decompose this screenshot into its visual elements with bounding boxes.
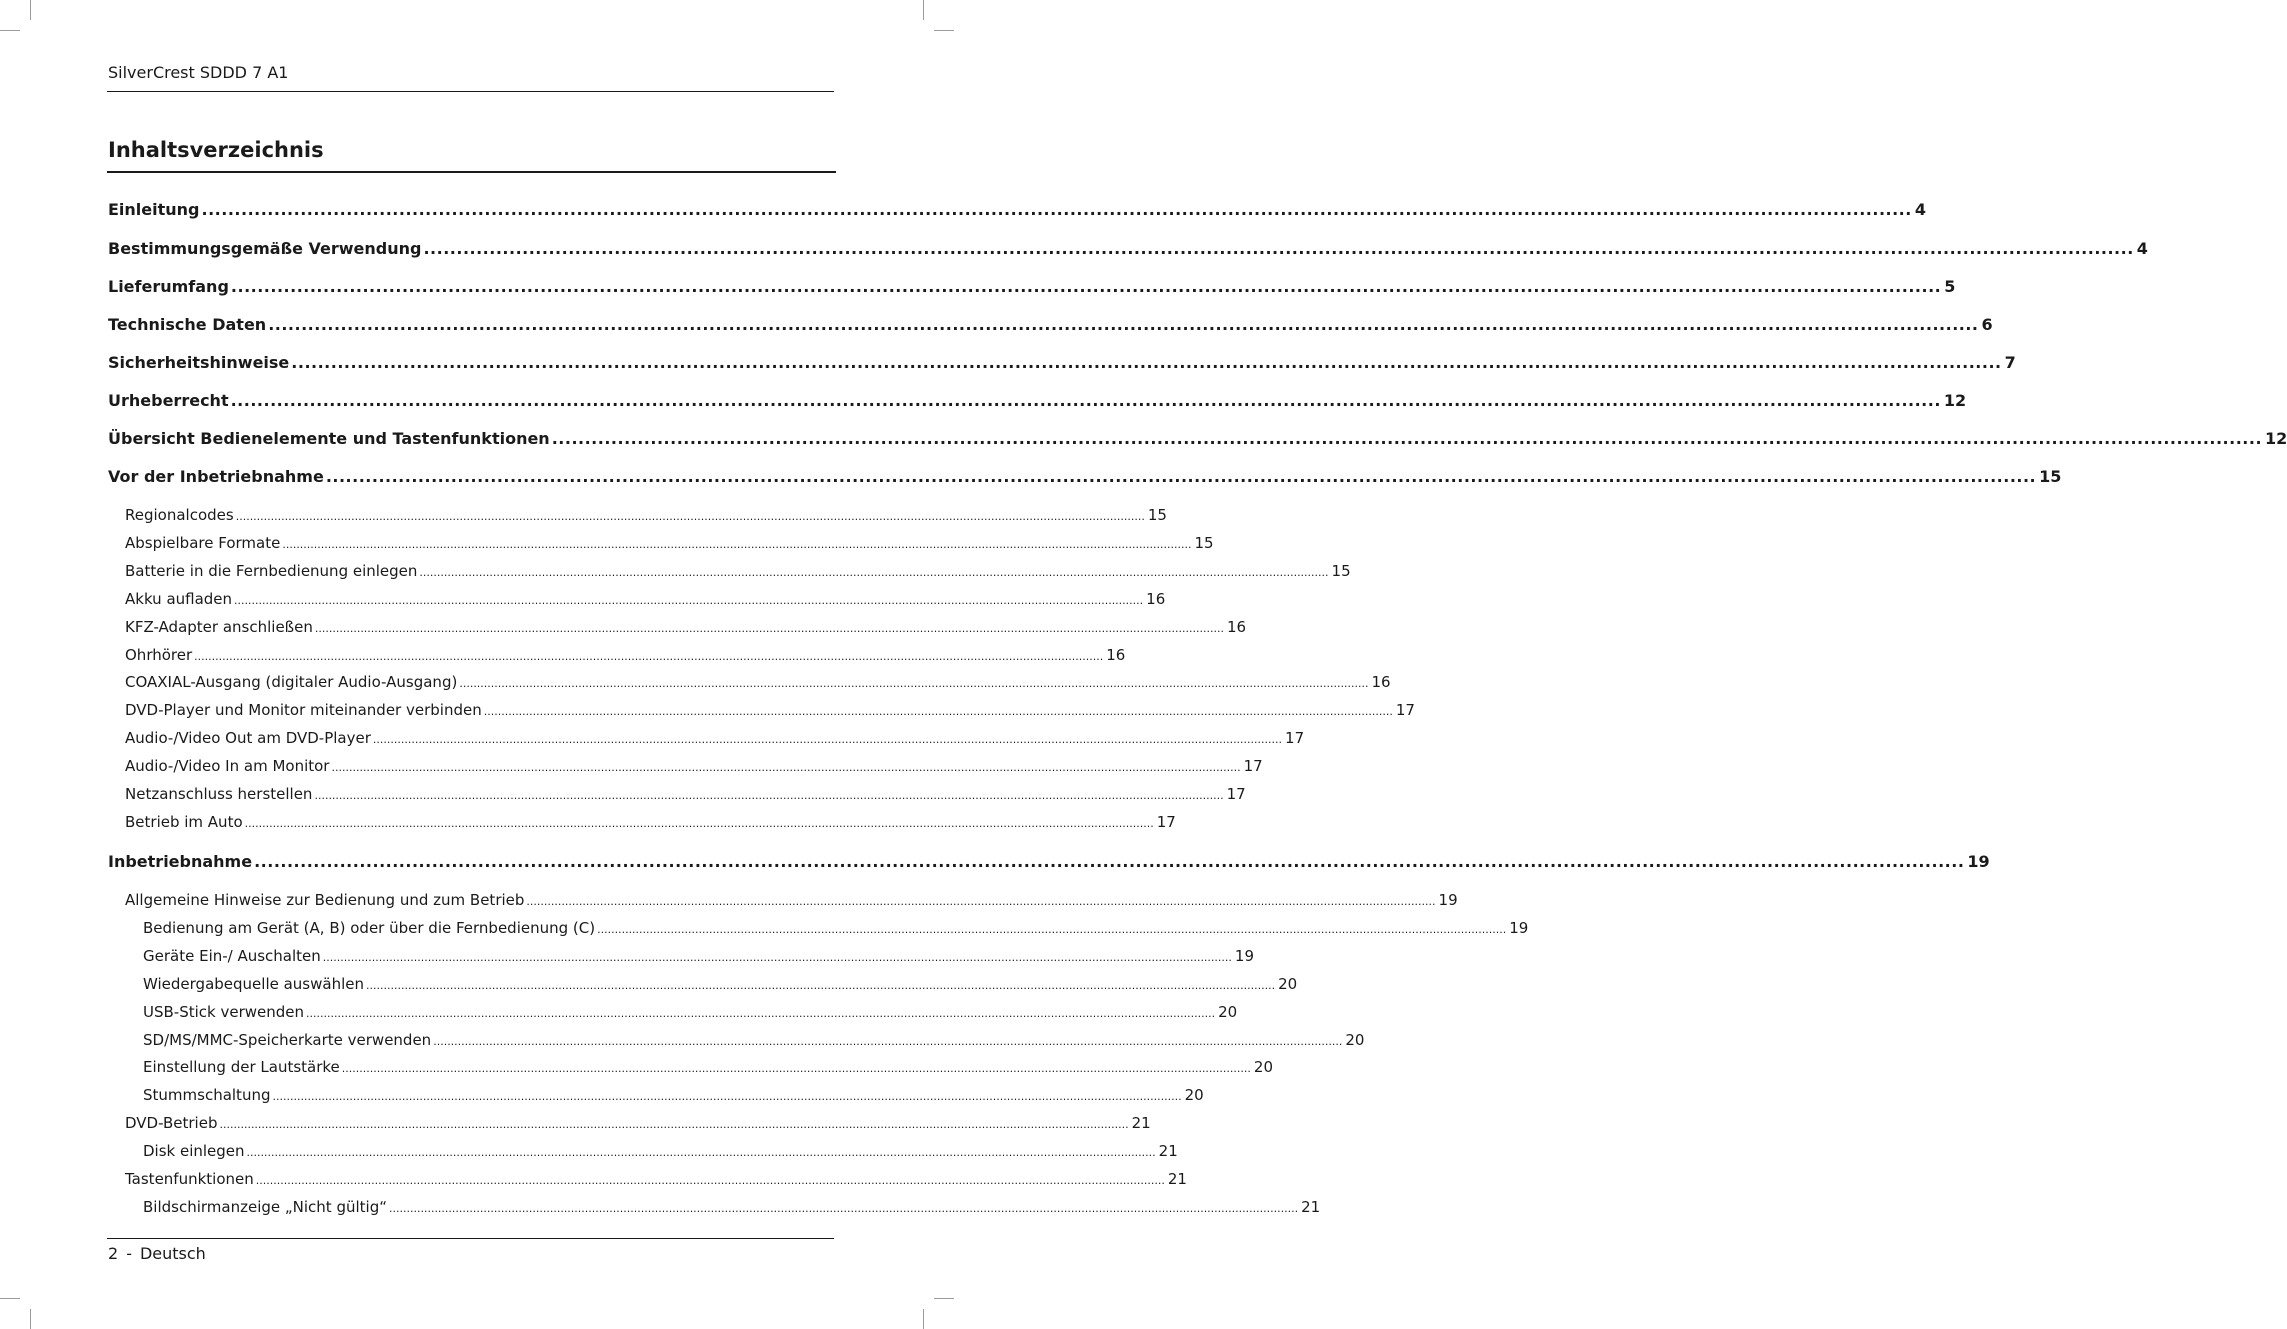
toc-entry-label: Netzanschluss herstellen (125, 785, 313, 803)
toc-entry-page: 19 (1509, 919, 1529, 937)
toc-chapter-entry[interactable] (108, 429, 2287, 451)
toc-dot-leader: .................................................................................................................................................................................................................................................................... (230, 391, 1941, 410)
toc-entry-label: Urheberrecht (108, 391, 229, 410)
toc-entry-label: Lieferumfang (108, 277, 229, 296)
toc-entry-page: 20 (1218, 1003, 1238, 1021)
toc-section-entry[interactable] (125, 534, 1214, 554)
toc-entry-label: Abspielbare Formate (125, 534, 281, 552)
toc-entry-label: Allgemeine Hinweise zur Bedienung und zum Betrieb (125, 891, 525, 909)
toc-dot-leader: .................................................................................................................................................................................................................................................................... (246, 1146, 1156, 1159)
toc-entry-label: Audio-/Video In am Monitor (125, 757, 330, 775)
toc-entry-label: Übersicht Bedienelemente und Tastenfunktionen (108, 429, 550, 448)
toc-entry-label: Geräte Ein-/ Auschalten (143, 947, 321, 965)
toc-entry-label: Vor der Inbetriebnahme (108, 467, 324, 486)
toc-entry-page: 21 (1158, 1142, 1178, 1160)
toc-section-entry[interactable] (125, 562, 1351, 582)
footer-divider (107, 1238, 834, 1239)
toc-entry-page: 21 (1301, 1198, 1321, 1216)
toc-entry-page: 17 (1226, 785, 1246, 803)
toc-dot-leader: .................................................................................................................................................................................................................................................................... (597, 923, 1507, 936)
toc-dot-leader: .................................................................................................................................................................................................................................................................... (341, 1062, 1251, 1075)
toc-entry-label: Audio-/Video Out am DVD-Player (125, 729, 371, 747)
toc-entry-page: 15 (1331, 562, 1351, 580)
toc-section-entry[interactable] (125, 1114, 1151, 1134)
toc-chapter-entry[interactable] (108, 200, 1926, 222)
toc-entry-page: 16 (1371, 673, 1391, 691)
toc-entry-page: 4 (1914, 200, 1926, 219)
toc-entry-page: 16 (1106, 646, 1126, 664)
toc-entry-page: 15 (2039, 467, 2062, 486)
toc-dot-leader: .................................................................................................................................................................................................................................................................... (372, 733, 1283, 746)
toc-entry-label: Ohrhörer (125, 646, 193, 664)
toc-section-entry[interactable] (143, 947, 1255, 967)
toc-chapter-entry[interactable] (108, 239, 2148, 261)
toc-dot-leader: .................................................................................................................................................................................................................................................................... (483, 705, 1393, 718)
toc-entry-label: USB-Stick verwenden (143, 1003, 305, 1021)
toc-entry-page: 21 (1131, 1114, 1151, 1132)
toc-entry-label: SD/MS/MMC-Speicherkarte verwenden (143, 1031, 432, 1049)
toc-entry-label: COAXIAL-Ausgang (digitaler Audio-Ausgang) (125, 673, 458, 691)
toc-entry-page: 20 (1184, 1086, 1204, 1104)
toc-entry-label: Inbetriebnahme (108, 852, 253, 871)
toc-dot-leader: .................................................................................................................................................................................................................................................................... (230, 277, 1942, 296)
toc-entry-page: 20 (1345, 1031, 1365, 1049)
toc-section-entry[interactable] (143, 1031, 1365, 1051)
toc-entry-page: 20 (1278, 975, 1298, 993)
toc-dot-leader: .................................................................................................................................................................................................................................................................... (551, 429, 2263, 448)
toc-entry-page: 19 (1234, 947, 1255, 965)
toc-entry-label: DVD-Betrieb (125, 1114, 218, 1132)
toc-dot-leader: .................................................................................................................................................................................................................................................................... (325, 467, 2037, 486)
toc-section-entry[interactable] (125, 646, 1126, 666)
toc-section-entry[interactable] (125, 757, 1263, 777)
toc-section-entry[interactable] (125, 729, 1305, 749)
toc-entry-label: Einstellung der Lautstärke (143, 1058, 340, 1076)
toc-chapter-entry[interactable] (108, 391, 1967, 413)
toc-section-entry[interactable] (125, 506, 1167, 526)
toc-section-entry[interactable] (143, 1198, 1321, 1218)
toc-dot-leader: .................................................................................................................................................................................................................................................................... (235, 510, 1145, 523)
toc-heading: Inhaltsverzeichnis (108, 138, 324, 162)
toc-entry-label: DVD-Player und Monitor miteinander verbinden (125, 701, 482, 719)
toc-entry-label: Wiedergabequelle auswählen (143, 975, 364, 993)
toc-dot-leader: .................................................................................................................................................................................................................................................................... (194, 650, 1104, 663)
toc-chapter-entry[interactable] (108, 852, 1990, 874)
toc-section-entry[interactable] (143, 1086, 1204, 1106)
toc-dot-leader: .................................................................................................................................................................................................................................................................... (234, 594, 1144, 607)
toc-dot-leader: .................................................................................................................................................................................................................................................................... (423, 239, 2134, 258)
toc-dot-leader: .................................................................................................................................................................................................................................................................... (268, 315, 1979, 334)
toc-entry-page: 6 (1981, 315, 1993, 334)
toc-dot-leader: .................................................................................................................................................................................................................................................................... (322, 951, 1232, 964)
toc-section-entry[interactable] (125, 618, 1247, 638)
toc-entry-label: Bildschirmanzeige „Nicht gültig“ (143, 1198, 387, 1216)
toc-section-entry[interactable] (143, 1142, 1178, 1162)
toc-entry-page: 16 (1226, 618, 1247, 636)
toc-entry-label: Technische Daten (108, 315, 267, 334)
toc-entry-page: 5 (1944, 277, 1956, 296)
toc-section-entry[interactable] (125, 891, 1458, 911)
toc-entry-page: 16 (1146, 590, 1166, 608)
toc-entry-label: Akku aufladen (125, 590, 233, 608)
toc-entry-page: 17 (1156, 813, 1176, 831)
toc-chapter-entry[interactable] (108, 315, 1993, 337)
toc-dot-leader: .................................................................................................................................................................................................................................................................... (388, 1202, 1299, 1215)
toc-dot-leader: .................................................................................................................................................................................................................................................................... (282, 538, 1192, 551)
toc-entry-label: Stummschaltung (143, 1086, 271, 1104)
toc-entry-label: Bedienung am Gerät (A, B) oder über die Fernbedienung (C) (143, 919, 596, 937)
toc-entry-label: KFZ-Adapter anschließen (125, 618, 313, 636)
toc-chapter-entry[interactable] (108, 467, 2062, 489)
toc-dot-leader: .................................................................................................................................................................................................................................................................... (201, 200, 1912, 219)
toc-section-entry[interactable] (143, 1058, 1273, 1078)
toc-entry-label: Einleitung (108, 200, 200, 219)
toc-dot-leader: .................................................................................................................................................................................................................................................................... (459, 677, 1369, 690)
toc-entry-label: Tastenfunktionen (125, 1170, 254, 1188)
toc-section-entry[interactable] (125, 701, 1415, 721)
toc-section-entry[interactable] (125, 1170, 1187, 1190)
toc-section-entry[interactable] (125, 785, 1246, 805)
toc-entry-label: Sicherheitshinweise (108, 353, 290, 372)
toc-dot-leader: .................................................................................................................................................................................................................................................................... (254, 852, 1965, 871)
toc-entry-label: Disk einlegen (143, 1142, 245, 1160)
toc-chapter-entry[interactable] (108, 277, 1956, 299)
toc-dot-leader: .................................................................................................................................................................................................................................................................... (291, 353, 2002, 372)
toc-entry-page: 17 (1243, 757, 1263, 775)
toc-dot-leader: .................................................................................................................................................................................................................................................................... (306, 1007, 1216, 1020)
toc-entry-page: 19 (1438, 891, 1458, 909)
toc-entry-page: 20 (1253, 1058, 1273, 1076)
footer-language: Deutsch (139, 1244, 206, 1263)
toc-entry-label: Betrieb im Auto (125, 813, 243, 831)
toc-dot-leader: .................................................................................................................................................................................................................................................................... (255, 1174, 1165, 1187)
toc-entry-page: 17 (1395, 701, 1415, 719)
toc-dot-leader: .................................................................................................................................................................................................................................................................... (331, 761, 1241, 774)
page-footer (108, 1244, 206, 1263)
toc-dot-leader: .................................................................................................................................................................................................................................................................... (366, 979, 1276, 992)
toc-section-entry[interactable] (143, 919, 1529, 939)
toc-entry-page: 12 (2265, 429, 2287, 448)
toc-section-entry[interactable] (143, 975, 1298, 995)
toc-entry-page: 21 (1167, 1170, 1187, 1188)
footer-separator: - (126, 1244, 132, 1263)
toc-entry-page: 17 (1285, 729, 1305, 747)
toc-dot-leader: .................................................................................................................................................................................................................................................................... (244, 817, 1154, 830)
page-number: 2 (108, 1244, 119, 1263)
toc-section-entry[interactable] (125, 813, 1176, 833)
toc-entry-page: 19 (1967, 852, 1990, 871)
toc-dot-leader: .................................................................................................................................................................................................................................................................... (433, 1035, 1343, 1048)
toc-dot-leader: .................................................................................................................................................................................................................................................................... (314, 622, 1224, 635)
toc-entry-page: 4 (2136, 239, 2148, 258)
toc-dot-leader: .................................................................................................................................................................................................................................................................... (219, 1118, 1129, 1131)
toc-entry-page: 15 (1194, 534, 1214, 552)
toc-section-entry[interactable] (143, 1003, 1238, 1023)
toc-dot-leader: .................................................................................................................................................................................................................................................................... (314, 789, 1224, 802)
toc-section-entry[interactable] (125, 673, 1391, 693)
toc-entry-page: 15 (1147, 506, 1167, 524)
toc-chapter-entry[interactable] (108, 353, 2016, 375)
toc-entry-label: Bestimmungsgemäße Verwendung (108, 239, 422, 258)
toc-section-entry[interactable] (125, 590, 1166, 610)
toc-entry-page: 7 (2004, 353, 2016, 372)
toc-entry-label: Regionalcodes (125, 506, 234, 524)
document-header-title: SilverCrest SDDD 7 A1 (108, 63, 289, 82)
toc-dot-leader: .................................................................................................................................................................................................................................................................... (419, 566, 1329, 579)
toc-entry-label: Batterie in die Fernbedienung einlegen (125, 562, 418, 580)
toc-dot-leader: .................................................................................................................................................................................................................................................................... (272, 1090, 1182, 1103)
toc-dot-leader: .................................................................................................................................................................................................................................................................... (526, 895, 1436, 908)
toc-entry-page: 12 (1943, 391, 1967, 410)
